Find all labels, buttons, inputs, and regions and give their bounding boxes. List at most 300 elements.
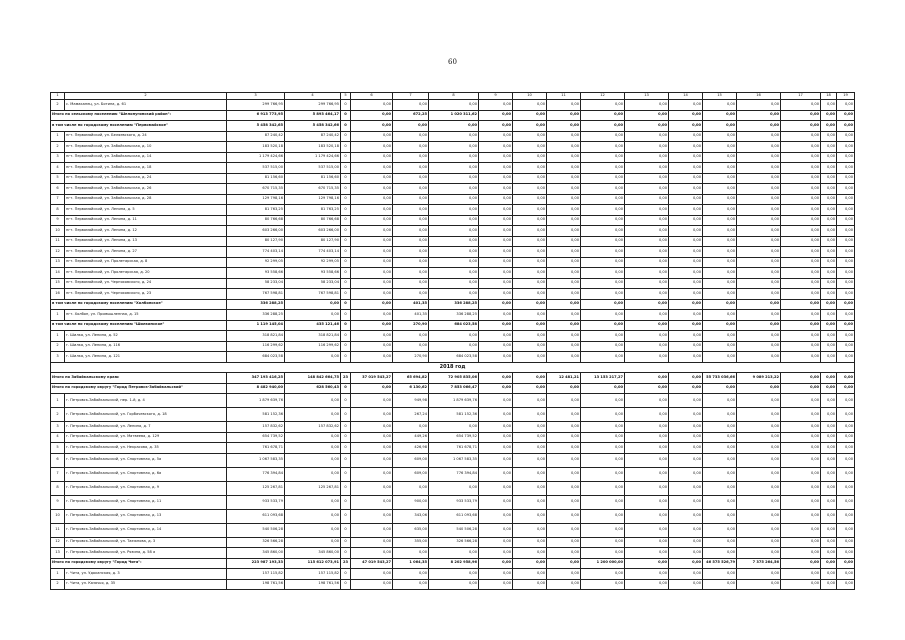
table-cell: 0,00 — [737, 184, 781, 195]
table-cell: 581 152,36 — [429, 408, 479, 422]
table-cell: 0,00 — [625, 383, 669, 394]
table-cell: 0,00 — [479, 523, 513, 537]
table-cell: 0,00 — [513, 110, 547, 121]
table-cell: 0,00 — [351, 310, 393, 321]
table-cell: 0,00 — [351, 152, 393, 163]
table-cell: 0,00 — [351, 443, 393, 454]
table-cell: 0,00 — [351, 495, 393, 509]
table-cell: 1 — [51, 310, 65, 321]
table-cell: 0,00 — [837, 352, 855, 363]
column-number-row — [51, 93, 855, 100]
table-cell: 0,00 — [285, 394, 341, 408]
table-cell: 0,00 — [821, 278, 837, 289]
table-cell: 0,00 — [479, 352, 513, 363]
table-cell: 0,00 — [285, 408, 341, 422]
table-cell: 0,00 — [479, 205, 513, 216]
table-cell: 0,00 — [581, 509, 625, 523]
table-cell: 0,00 — [351, 509, 393, 523]
table-cell: 0,00 — [669, 537, 703, 548]
table-cell: 0 — [341, 383, 351, 394]
table-cell: 0,00 — [547, 569, 581, 580]
table-cell: 0,00 — [669, 257, 703, 268]
table-cell: 0,00 — [351, 215, 393, 226]
table-cell: 299 766,95 — [227, 100, 285, 111]
table-cell: 609,00 — [393, 467, 429, 481]
table-cell: 157 115,82 — [227, 569, 285, 580]
table-cell: 0,00 — [513, 453, 547, 467]
table-cell: 8 482 940,00 — [227, 383, 285, 394]
table-cell: 37 019 543,27 — [351, 373, 393, 384]
table-cell: 0,00 — [581, 467, 625, 481]
table-cell: 0,00 — [581, 215, 625, 226]
table-cell: 18 — [821, 93, 837, 100]
table-cell: 0,00 — [513, 320, 547, 331]
table-cell: 0,00 — [669, 226, 703, 237]
table-cell: 0,00 — [737, 408, 781, 422]
table-cell: 1 — [51, 93, 65, 100]
table-row — [51, 142, 855, 153]
table-cell: 609,00 — [393, 453, 429, 467]
table-cell: 0,00 — [821, 100, 837, 111]
table-cell: 336 288,25 — [429, 310, 479, 321]
table-cell: 0,00 — [821, 467, 837, 481]
table-cell: 684 023,58 — [429, 352, 479, 363]
table-cell: 0,00 — [547, 422, 581, 433]
table-cell: 949,98 — [393, 394, 429, 408]
table-cell: 0,00 — [703, 310, 737, 321]
table-cell: 0,00 — [479, 163, 513, 174]
table-cell: 0,00 — [821, 184, 837, 195]
table-cell: 0,00 — [625, 467, 669, 481]
table-cell: 0,00 — [547, 537, 581, 548]
table-cell: 0,00 — [781, 320, 821, 331]
table-cell: 0,00 — [737, 257, 781, 268]
table-cell: 5 458 342,65 — [227, 121, 285, 132]
table-cell: 0,00 — [737, 481, 781, 495]
table-cell: 0,00 — [837, 257, 855, 268]
table-cell: 0,00 — [669, 383, 703, 394]
table-cell: 0,00 — [351, 194, 393, 205]
table-cell: 116 299,62 — [227, 341, 285, 352]
table-cell: 0 — [341, 257, 351, 268]
table-cell: 0,00 — [625, 226, 669, 237]
table-cell: 635,00 — [393, 523, 429, 537]
table-cell: 0,00 — [625, 100, 669, 111]
table-cell: 0,00 — [625, 432, 669, 443]
table-cell: 0,00 — [821, 579, 837, 590]
table-cell: 0 — [341, 184, 351, 195]
table-cell: 0,00 — [351, 142, 393, 153]
table-cell: 900,00 — [393, 495, 429, 509]
table-cell: 0,00 — [737, 523, 781, 537]
table-cell: 0,00 — [625, 548, 669, 559]
table-cell: 15 — [703, 93, 737, 100]
table-cell: 0,00 — [625, 558, 669, 569]
table-cell: 0,00 — [285, 310, 341, 321]
table-cell: 0,00 — [479, 320, 513, 331]
table-cell: 0,00 — [781, 247, 821, 258]
table-cell: 0,00 — [479, 110, 513, 121]
table-cell: 0,00 — [429, 163, 479, 174]
table-cell: 0,00 — [393, 226, 429, 237]
table-cell: 11 — [547, 93, 581, 100]
table-cell: 0,00 — [703, 257, 737, 268]
table-cell: 0,00 — [625, 331, 669, 342]
table-cell: 9 — [51, 495, 65, 509]
table-row — [51, 173, 855, 184]
table-cell: 125 267,81 — [285, 481, 341, 495]
table-cell: 0,00 — [837, 383, 855, 394]
table-cell: 0,00 — [513, 341, 547, 352]
table-cell: 0,00 — [479, 152, 513, 163]
table-cell: 0,00 — [821, 215, 837, 226]
table-cell: 0,00 — [837, 569, 855, 580]
table-cell: 0,00 — [625, 569, 669, 580]
table-cell: 0,00 — [285, 432, 341, 443]
table-row — [51, 509, 855, 523]
table-cell: 0,00 — [737, 299, 781, 310]
table-row — [51, 408, 855, 422]
table-cell: 7 — [51, 194, 65, 205]
table-cell: 767 598,81 — [285, 289, 341, 300]
table-cell: 0,00 — [703, 163, 737, 174]
table-cell: 0,00 — [547, 121, 581, 132]
table-cell: 0,00 — [669, 509, 703, 523]
table-cell: 0,00 — [513, 481, 547, 495]
table-cell: 0,00 — [821, 569, 837, 580]
table-cell: 0,00 — [837, 194, 855, 205]
table-cell: 0,00 — [837, 509, 855, 523]
table-cell: 1 067 583,35 — [429, 453, 479, 467]
table-cell: 0,00 — [781, 100, 821, 111]
table-cell: 0 — [341, 453, 351, 467]
table-cell: 0,00 — [837, 481, 855, 495]
table-cell: 0,00 — [737, 152, 781, 163]
table-cell: 0,00 — [513, 394, 547, 408]
table-cell: 46 575 526,79 — [703, 558, 737, 569]
table-cell: 0,00 — [581, 257, 625, 268]
table-cell: 0,00 — [581, 289, 625, 300]
table-cell: 0,00 — [625, 257, 669, 268]
table-cell: 0,00 — [429, 215, 479, 226]
table-cell: 0,00 — [351, 247, 393, 258]
table-cell: 0,00 — [781, 131, 821, 142]
table-cell: 0,00 — [351, 226, 393, 237]
table-cell: 0,00 — [625, 422, 669, 433]
table-cell: 0 — [341, 110, 351, 121]
table-cell: 0 — [341, 394, 351, 408]
table-cell: 0,00 — [429, 247, 479, 258]
table-cell: 0,00 — [479, 408, 513, 422]
subtotal-row — [51, 110, 855, 121]
table-row — [51, 523, 855, 537]
table-cell: 0,00 — [669, 558, 703, 569]
table-cell: 0,00 — [351, 299, 393, 310]
table-cell: 72 905 835,06 — [429, 373, 479, 384]
table-cell: 0,00 — [837, 320, 855, 331]
table-cell: 774 403,14 — [285, 247, 341, 258]
table-cell: 0,00 — [547, 310, 581, 321]
table-cell: 157 832,62 — [285, 422, 341, 433]
table-cell: 16 — [51, 289, 65, 300]
table-cell: 0,00 — [479, 289, 513, 300]
table-cell: 0,00 — [351, 278, 393, 289]
table-cell: 774 403,14 — [227, 247, 285, 258]
table-cell: 0,00 — [513, 257, 547, 268]
table-cell: 0,00 — [547, 331, 581, 342]
table-cell: 0,00 — [669, 142, 703, 153]
table-cell: 0,00 — [351, 163, 393, 174]
table-cell: 183 520,18 — [227, 142, 285, 153]
table-cell: г. Петровск-Забайкальский, ул. Некрасова, д. 35 — [65, 443, 227, 454]
table-cell: 0,00 — [781, 215, 821, 226]
table-cell: 1 879 639,76 — [429, 394, 479, 408]
table-cell: 0,00 — [821, 247, 837, 258]
table-cell: 0,00 — [669, 422, 703, 433]
table-row — [51, 579, 855, 590]
table-cell: 0,00 — [669, 131, 703, 142]
table-cell: 0,00 — [581, 173, 625, 184]
table-cell: 0,00 — [581, 110, 625, 121]
table-cell: 0,00 — [625, 408, 669, 422]
table-cell: 0,00 — [821, 432, 837, 443]
table-cell: 0,00 — [703, 289, 737, 300]
table-cell: 6 — [51, 453, 65, 467]
table-cell: 0,00 — [547, 184, 581, 195]
year-section-row — [51, 362, 855, 373]
table-cell: 343,06 — [393, 509, 429, 523]
table-cell: 0,00 — [703, 152, 737, 163]
table-row — [51, 453, 855, 467]
table-cell: 0,00 — [781, 194, 821, 205]
table-cell: 0,00 — [669, 110, 703, 121]
table-cell: 0,00 — [479, 226, 513, 237]
table-cell: 0,00 — [821, 268, 837, 279]
table-cell: 0 — [341, 509, 351, 523]
table-cell: пгт. Первомайский, ул. Забайкальская, д. 14 — [65, 152, 227, 163]
table-cell: 0,00 — [513, 194, 547, 205]
table-cell: 0,00 — [837, 331, 855, 342]
table-cell: 5 — [51, 173, 65, 184]
table-row — [51, 131, 855, 142]
table-cell: 0,00 — [737, 548, 781, 559]
table-cell: 0,00 — [703, 100, 737, 111]
table-cell: 0,00 — [737, 453, 781, 467]
table-cell: 125 267,81 — [227, 481, 285, 495]
table-cell: 0,00 — [625, 509, 669, 523]
table-cell: 0,00 — [703, 569, 737, 580]
table-cell: 8 — [51, 205, 65, 216]
table-cell: 0,00 — [479, 548, 513, 559]
table-cell: 0,00 — [429, 142, 479, 153]
table-cell: 0,00 — [781, 481, 821, 495]
table-cell: 0,00 — [429, 569, 479, 580]
table-cell: 0,00 — [781, 110, 821, 121]
table-cell: 345 860,00 — [285, 548, 341, 559]
table-cell: 0,00 — [285, 537, 341, 548]
table-cell: 0,00 — [625, 205, 669, 216]
table-cell: 0 — [341, 548, 351, 559]
table-cell: 0,00 — [513, 432, 547, 443]
table-cell: 0,00 — [547, 383, 581, 394]
table-cell: 0,00 — [703, 205, 737, 216]
table-cell: 0,00 — [625, 310, 669, 321]
table-cell: пгт. Первомайский, ул. Ленина, д. 12 — [65, 226, 227, 237]
table-cell: 0,00 — [781, 205, 821, 216]
table-cell: 55 733 036,66 — [703, 373, 737, 384]
table-cell: пгт. Холбон, ул. Промышленная, д. 15 — [65, 310, 227, 321]
table-cell: 0,00 — [737, 121, 781, 132]
table-cell: 0,00 — [513, 373, 547, 384]
table-cell: 0,00 — [285, 467, 341, 481]
table-cell: 0,00 — [547, 194, 581, 205]
table-cell: 0,00 — [737, 352, 781, 363]
table-cell: 0,00 — [703, 443, 737, 454]
table-cell: 0 — [341, 131, 351, 142]
table-cell: 0,00 — [781, 352, 821, 363]
table-cell: 0,00 — [547, 394, 581, 408]
table-cell: 0,00 — [581, 432, 625, 443]
table-cell: 0,00 — [781, 495, 821, 509]
table-cell: 0,00 — [581, 481, 625, 495]
table-cell: пгт. Первомайский, ул. Забайкальская, д. 10 — [65, 142, 227, 153]
table-cell: 603 266,00 — [227, 226, 285, 237]
table-cell: 0,00 — [821, 310, 837, 321]
table-cell: 0,00 — [821, 548, 837, 559]
table-row — [51, 215, 855, 226]
table-cell: 0,00 — [781, 467, 821, 481]
table-cell: 0,00 — [479, 278, 513, 289]
table-cell: 0 — [341, 495, 351, 509]
table-cell: 0,00 — [351, 121, 393, 132]
table-cell: 11 — [51, 236, 65, 247]
table-cell: 0,00 — [737, 289, 781, 300]
table-cell: 401,35 — [393, 310, 429, 321]
table-cell: 0 — [341, 299, 351, 310]
table-cell: 0,00 — [669, 569, 703, 580]
table-cell: 129 798,16 — [227, 194, 285, 205]
table-cell: 0,00 — [513, 383, 547, 394]
table-cell: 0,00 — [737, 432, 781, 443]
table-cell: 148 842 664,75 — [285, 373, 341, 384]
table-cell: 0,00 — [547, 432, 581, 443]
table-cell: 0,00 — [669, 331, 703, 342]
table-cell: 0 — [341, 352, 351, 363]
table-cell: 0,00 — [703, 142, 737, 153]
table-cell: 0,00 — [837, 537, 855, 548]
table-cell: 0,00 — [581, 194, 625, 205]
table-cell: 0,00 — [703, 523, 737, 537]
table-cell: г. Шилка, ул. Ленина, д. 52 — [65, 331, 227, 342]
table-cell: 0,00 — [821, 173, 837, 184]
table-cell: 0,00 — [513, 467, 547, 481]
table-cell: 0,00 — [781, 443, 821, 454]
table-cell: 0,00 — [625, 537, 669, 548]
table-cell: 767 598,81 — [227, 289, 285, 300]
table-cell: 0,00 — [393, 173, 429, 184]
table-cell: 0,00 — [547, 481, 581, 495]
table-cell: 0,00 — [479, 453, 513, 467]
table-cell: 0,00 — [351, 257, 393, 268]
table-cell: 0,00 — [625, 289, 669, 300]
table-cell: 0,00 — [285, 453, 341, 467]
table-cell: 0,00 — [737, 422, 781, 433]
table-cell: 0,00 — [479, 495, 513, 509]
table-cell: 0,00 — [393, 184, 429, 195]
table-cell: 2 — [51, 408, 65, 422]
table-cell: 0,00 — [285, 523, 341, 537]
table-cell: 0,00 — [737, 579, 781, 590]
table-cell: 10 — [51, 509, 65, 523]
table-cell: 0,00 — [479, 236, 513, 247]
table-row — [51, 467, 855, 481]
table-cell: 0,00 — [513, 408, 547, 422]
table-cell: 0,00 — [737, 495, 781, 509]
table-cell: г. Петровск-Забайкальский, ул. Матвеева, д. 129 — [65, 432, 227, 443]
table-cell: 761 678,71 — [429, 443, 479, 454]
table-cell: 654 739,52 — [227, 432, 285, 443]
table-cell: 0,00 — [781, 310, 821, 321]
table-cell: 0,00 — [625, 184, 669, 195]
table-cell: пгт. Первомайский, ул. Забайкальская, д. 18 — [65, 163, 227, 174]
table-cell: 0,00 — [821, 509, 837, 523]
table-cell: 0,00 — [703, 110, 737, 121]
table-cell: 0,00 — [703, 184, 737, 195]
table-cell: 0,00 — [429, 268, 479, 279]
table-cell: 0,00 — [479, 394, 513, 408]
table-cell: 0,00 — [781, 121, 821, 132]
table-cell: 0,00 — [821, 331, 837, 342]
table-cell: 0,00 — [547, 408, 581, 422]
table-cell: 628 560,43 — [285, 383, 341, 394]
table-cell: 1 879 639,76 — [227, 394, 285, 408]
table-cell: 0,00 — [581, 579, 625, 590]
table-cell: 0,00 — [837, 100, 855, 111]
table-cell: 1 — [51, 331, 65, 342]
table-cell: 6 913 773,95 — [227, 110, 285, 121]
table-cell: 0,00 — [429, 205, 479, 216]
table-cell: 0,00 — [837, 394, 855, 408]
table-row — [51, 432, 855, 443]
table-cell: 0,00 — [737, 236, 781, 247]
table-cell: 0 — [341, 537, 351, 548]
table-row — [51, 194, 855, 205]
table-cell: 611 093,68 — [429, 509, 479, 523]
table-cell: 0,00 — [429, 226, 479, 237]
table-cell: 0,00 — [547, 100, 581, 111]
table-cell: 0,00 — [837, 152, 855, 163]
table-cell: 0,00 — [821, 481, 837, 495]
table-cell: 6 130,62 — [393, 383, 429, 394]
table-cell: 1 200 000,00 — [581, 558, 625, 569]
table-cell: 0,00 — [479, 422, 513, 433]
table-cell: г. Чита, ул. Казачья, д. 35 — [65, 579, 227, 590]
table-cell: 0,00 — [547, 289, 581, 300]
table-cell: 0,00 — [703, 548, 737, 559]
table-cell: 0,00 — [513, 247, 547, 258]
table-cell: 0,00 — [703, 481, 737, 495]
table-cell: 0,00 — [821, 373, 837, 384]
table-cell: 0,00 — [393, 569, 429, 580]
table-cell: 0 — [341, 289, 351, 300]
table-cell: 0,00 — [781, 558, 821, 569]
table-cell: 13 153 217,27 — [581, 373, 625, 384]
table-cell: 0,00 — [781, 432, 821, 443]
table-cell: 115 612 073,91 — [285, 558, 341, 569]
table-cell: 0,00 — [781, 299, 821, 310]
table-cell: 0,00 — [781, 142, 821, 153]
table-cell: 0,00 — [703, 467, 737, 481]
